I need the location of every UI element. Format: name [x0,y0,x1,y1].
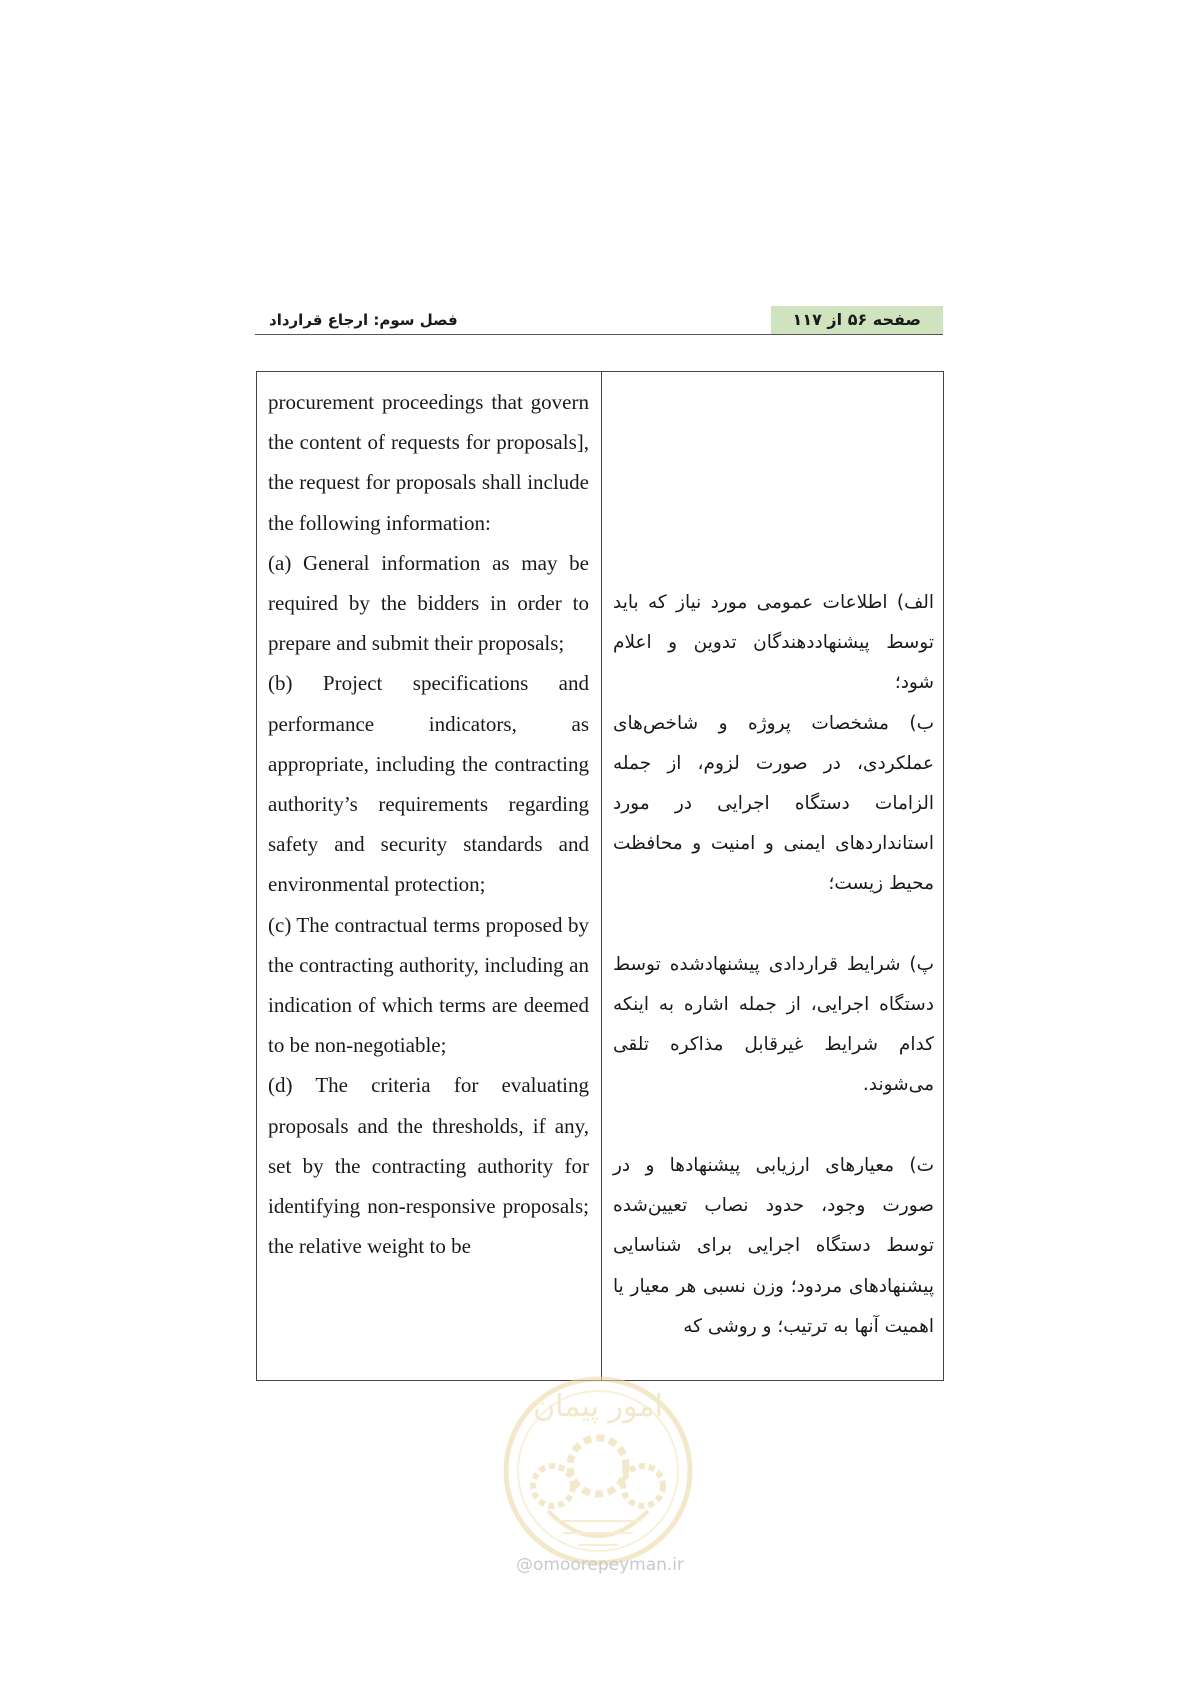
column-divider [601,372,602,1380]
page-header [255,306,943,335]
english-item-d: (d) The criteria for evaluating proposals and the thresholds, if any, set by the contracting authority for identifying non-responsive proposals; the relative weight to be [268,1073,589,1259]
english-item-c: (c) The contractual terms proposed by the contracting authority, including an indication of which terms are deemed to be non-negotiable; [268,912,589,1058]
watermark-site: @omoorepeyman.ir [515,1555,685,1575]
english-intro: procurement proceedings that govern the content of requests for proposals], the request for proposals shall include the following information: [268,390,589,535]
persian-item-c: پ) شرایط قراردادی پیشنهادشده توسط دستگاه اجرایی، از جمله اشاره به اینکه کدام شرایط غیرقابل مذاکره تلقی می‌شوند. [613,953,934,1096]
persian-item-a: الف) اطلاعات عمومی مورد نیاز که باید توسط پیشنهاددهندگان تدوین و اعلام شود؛ [613,592,934,694]
page-number-badge: صفحه ۵۶ از ۱۱۷ [771,306,943,334]
english-item-a: (a) General information as may be required by the bidders in order to prepare and submit their proposals; [268,550,589,656]
english-item-b: (b) Project specifications and performance indicators, as appropriate, including the contracting authority’s requirements regarding safety and security standards and environmental protection; [268,671,589,897]
bilingual-table [256,371,944,1381]
watermark-logo-text: امور پیمان [533,1389,663,1424]
watermark-logo [493,1371,703,1571]
chapter-title: فصل سوم: ارجاع قرارداد [269,311,458,329]
persian-item-d: ت) معیارهای ارزیابی پیشنهادها و در صورت وجود، حدود نصاب تعیین‌شده توسط دستگاه اجرایی برای شناسایی پیشنهادهای مردود؛ وزن نسبی هر معیار یا اهمیت آنها به ترتیب؛ و روشی که [613,1155,934,1337]
persian-item-b: ب) مشخصات پروژه و شاخص‌های عملکردی، در صورت لزوم، از جمله الزامات دستگاه اجرایی در مورد استانداردهای ایمنی و امنیت و محافظت محیط زیست؛ [613,712,934,895]
english-column [268,382,589,1266]
persian-column [613,382,934,1381]
